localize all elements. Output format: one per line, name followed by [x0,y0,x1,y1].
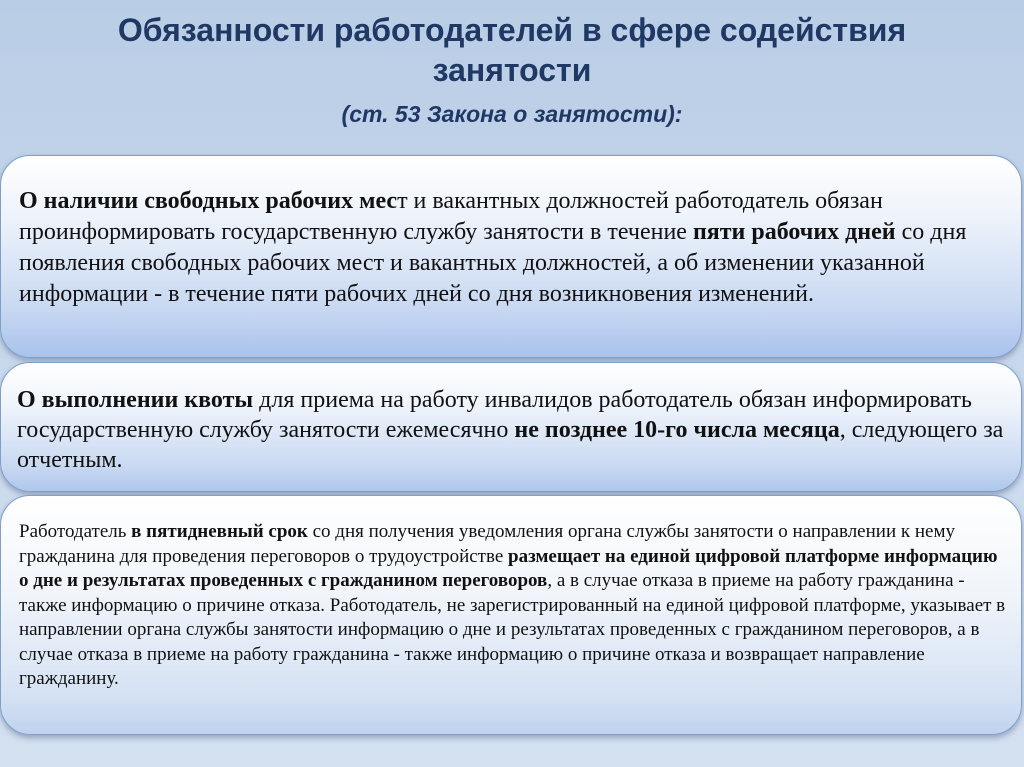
vacancy-text-1: т и вакантных должностей работодатель обязан проинформировать государственную службу занятости в течение [19,188,883,245]
negotiation-info-text [19,520,1007,692]
negotiation-text-2: , а в случае отказа в приеме на работу гражданина - также информацию о причине отказа. Работодатель, не зарегистрированный на единой цифровой платформе, указывает в направлении органа службы занятости информацию о дне и результатах проведенных с гражданином переговоров, а в случае отказа в приеме на работу гражданина - также информацию о причине отказа и возвращает направление гражданину. [19,570,1006,689]
quota-text-1: для приема на работу инвалидов работодатель обязан информировать государственную службу занятости ежемесячно [17,387,972,443]
title-line-1: Обязанности работодателей в сфере содействия [117,12,907,48]
title-line-2: занятости [432,52,592,88]
vacancy-info-text [19,186,1007,310]
vacancy-info-block [0,155,1022,358]
negotiation-info-block [0,495,1022,735]
quota-info-text [17,385,1007,475]
vacancy-text-2: со дня появления свободных рабочих мест и вакантных должностей, а об изменении указанной информации - в течение пяти рабочих дней со дня возникновения изменений. [19,219,967,307]
vacancy-bold-2: пяти рабочих дней [692,219,896,245]
vacancy-bold-1: О наличии свободных рабочих мес [19,188,398,214]
quota-info-block [0,362,1022,492]
negotiation-text-1: со дня получения уведомления органа службы занятости о направлении к нему гражданина для проведения переговоров о трудоустройстве [19,521,955,567]
quota-bold-1: О выполнении квоты [17,387,254,413]
quota-bold-2: не позднее 10-го числа месяца [514,417,840,443]
slide-title [40,10,984,130]
negotiation-text-0: Работодатель [19,521,132,542]
title-subtitle: (ст. 53 Закона о занятости): [341,101,683,127]
quota-text-2: , следующего за отчетным. [17,417,1004,473]
negotiation-bold-2: размещает на единой цифровой платформе информацию о дне и результатах проведенных с гражданином переговоров [19,545,998,591]
negotiation-bold-1: в пятидневный срок [131,521,308,542]
